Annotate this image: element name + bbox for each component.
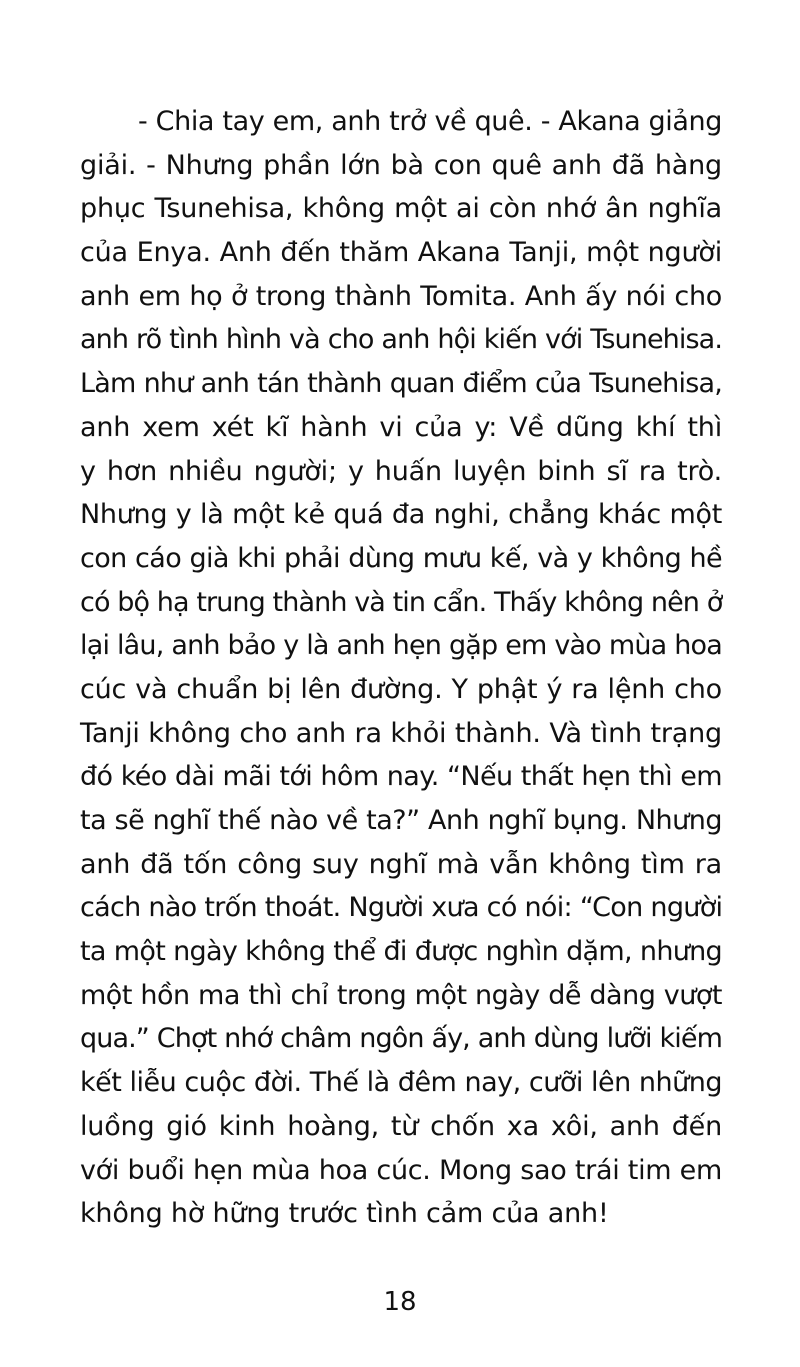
- text-line: Tanji không cho anh ra khỏi thành. Và tình trạng: [80, 717, 722, 749]
- text-line: giải. - Nhưng phần lớn bà con quê anh đã hàng: [80, 149, 722, 181]
- text-line: cách nào trốn thoát. Người xưa có nói: “Con người: [80, 892, 723, 924]
- text-line: Nhưng y là một kẻ quá đa nghi, chẳng khác một: [80, 499, 722, 531]
- text-line: y hơn nhiều người; y huấn luyện binh sĩ ra trò.: [80, 455, 722, 487]
- text-line: với buổi hẹn mùa hoa cúc. Mong sao trái tim em: [80, 1154, 722, 1186]
- page-number: 18: [383, 1287, 417, 1317]
- text-line: một hồn ma thì chỉ trong một ngày dễ dàng vượt: [80, 979, 722, 1011]
- text-line: phục Tsunehisa, không một ai còn nhớ ân nghĩa: [80, 193, 722, 225]
- text-line: luồng gió kinh hoàng, từ chốn xa xôi, anh đến: [80, 1110, 722, 1142]
- text-line: lại lâu, anh bảo y là anh hẹn gặp em vào mùa hoa: [80, 630, 722, 662]
- text-line: ta sẽ nghĩ thế nào về ta?” Anh nghĩ bụng. Nhưng: [80, 805, 722, 836]
- text-line: kết liễu cuộc đời. Thế là đêm nay, cưỡi lên những: [80, 1067, 722, 1099]
- text-line: đó kéo dài mãi tới hôm nay. “Nếu thất hẹn thì em: [80, 761, 722, 793]
- text-line: anh đã tốn công suy nghĩ mà vẫn không tìm ra: [80, 848, 722, 880]
- body-text: [80, 100, 722, 1236]
- text-line: anh em họ ở trong thành Tomita. Anh ấy nói cho: [80, 280, 722, 312]
- text-line: Làm như anh tán thành quan điểm của Tsunehisa,: [80, 368, 722, 400]
- text-line: qua.” Chợt nhớ châm ngôn ấy, anh dùng lưỡi kiếm: [80, 1023, 722, 1055]
- text-line: không hờ hững trước tình cảm của anh!: [80, 1198, 609, 1230]
- text-line: ta một ngày không thể đi được nghìn dặm, nhưng: [80, 936, 722, 968]
- text-line: anh rõ tình hình và cho anh hội kiến với Tsunehisa.: [80, 324, 722, 356]
- text-line: - Chia tay em, anh trở về quê. - Akana giảng: [138, 106, 722, 137]
- text-line: có bộ hạ trung thành và tin cẩn. Thấy không nên ở: [80, 586, 723, 618]
- text-line: cúc và chuẩn bị lên đường. Y phật ý ra lệnh cho: [80, 673, 722, 705]
- text-line: con cáo già khi phải dùng mưu kế, và y không hề: [80, 542, 722, 574]
- text-line: của Enya. Anh đến thăm Akana Tanji, một người: [80, 237, 722, 269]
- text-line: anh xem xét kĩ hành vi của y: Về dũng khí thì: [80, 411, 722, 443]
